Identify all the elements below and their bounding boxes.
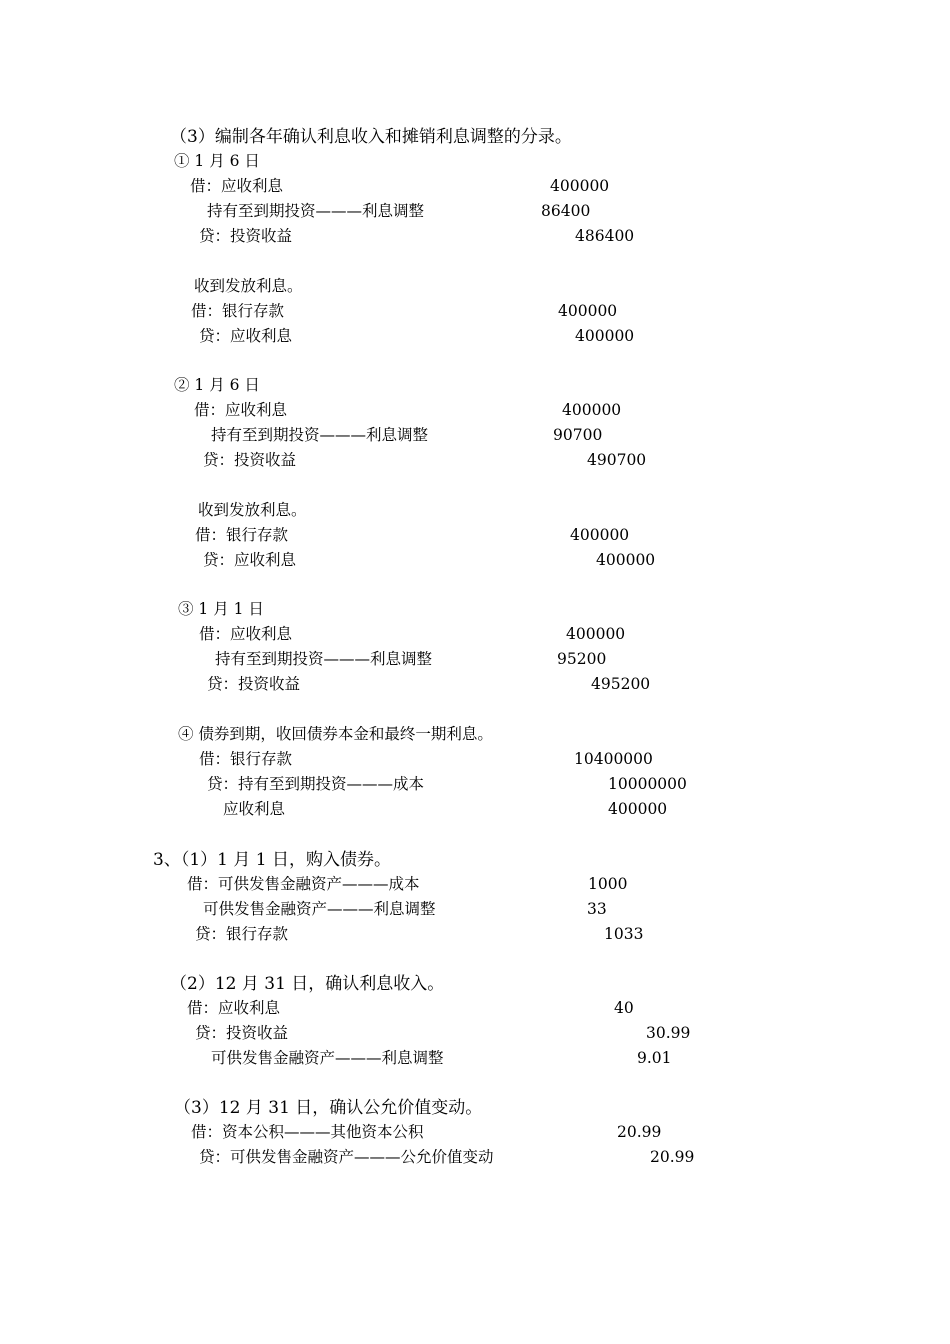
q3-part1-heading: 3、（1）1 月 1 日，购入债券。 <box>153 850 391 870</box>
entry-2-debit2-label: 持有至到期投资———利息调整 <box>211 426 429 444</box>
q3-part1-debit2-label: 可供发售金融资产———利息调整 <box>203 900 436 918</box>
entry-2-credit-label: 贷：投资收益 <box>203 451 297 469</box>
q3-part2-credit-amount: 30.99 <box>646 1024 691 1042</box>
entry-1-debit2-amount: 86400 <box>541 202 591 220</box>
entry-3-debit-label: 借：应收利息 <box>199 625 293 643</box>
entry-2-debit-label: 借：应收利息 <box>194 401 288 419</box>
q3-part1-debit2-amount: 33 <box>587 900 607 918</box>
entry-4-debit-label: 借：银行存款 <box>199 750 293 768</box>
entry-3-debit2-amount: 95200 <box>557 650 607 668</box>
entry-4-credit-amount: 10000000 <box>608 775 687 793</box>
entry-2-heading: ② 1 月 6 日 <box>174 376 260 394</box>
entry-1-receipt-note: 收到发放利息。 <box>194 277 303 295</box>
entry-3-credit-label: 贷：投资收益 <box>207 675 301 693</box>
entry-2-receipt-note: 收到发放利息。 <box>198 501 307 519</box>
entry-3-credit-amount: 495200 <box>591 675 651 693</box>
entry-3-debit2-label: 持有至到期投资———利息调整 <box>215 650 433 668</box>
q3-part3-credit-label: 贷：可供发售金融资产———公允价值变动 <box>199 1148 494 1166</box>
q3-part2-debit-amount: 40 <box>614 999 634 1017</box>
q3-part2-credit2-amount: 9.01 <box>637 1049 672 1067</box>
q3-part2-credit2-label: 可供发售金融资产———利息调整 <box>211 1049 444 1067</box>
entry-2-receipt-debit-label: 借：银行存款 <box>195 526 289 544</box>
section-heading: （3）编制各年确认利息收入和摊销利息调整的分录。 <box>170 127 572 147</box>
q3-part1-credit-amount: 1033 <box>604 925 644 943</box>
entry-2-debit-amount: 400000 <box>562 401 622 419</box>
entry-2-receipt-debit-amount: 400000 <box>570 526 630 544</box>
entry-1-receipt-credit-amount: 400000 <box>575 327 635 345</box>
entry-1-credit-amount: 486400 <box>575 227 635 245</box>
entry-3-heading: ③ 1 月 1 日 <box>178 600 264 618</box>
entry-1-heading: ① 1 月 6 日 <box>174 152 260 170</box>
q3-part1-debit-amount: 1000 <box>588 875 628 893</box>
q3-part3-heading: （3）12 月 31 日，确认公允价值变动。 <box>174 1098 483 1118</box>
entry-2-credit-amount: 490700 <box>587 451 647 469</box>
q3-part1-credit-label: 贷：银行存款 <box>195 925 289 943</box>
q3-part2-debit-label: 借：应收利息 <box>187 999 281 1017</box>
q3-part3-credit-amount: 20.99 <box>650 1148 695 1166</box>
entry-1-credit-label: 贷：投资收益 <box>199 227 293 245</box>
entry-4-debit-amount: 10400000 <box>574 750 653 768</box>
entry-2-receipt-credit-label: 贷：应收利息 <box>203 551 297 569</box>
entry-1-debit-amount: 400000 <box>550 177 610 195</box>
entry-4-credit2-label: 应收利息 <box>223 800 286 818</box>
entry-2-debit2-amount: 90700 <box>553 426 603 444</box>
q3-part2-credit-label: 贷：投资收益 <box>195 1024 289 1042</box>
entry-4-heading: ④ 债券到期，收回债券本金和最终一期利息。 <box>178 725 493 743</box>
entry-1-debit2-label: 持有至到期投资———利息调整 <box>207 202 425 220</box>
q3-part1-debit-label: 借：可供发售金融资产———成本 <box>187 875 420 893</box>
entry-4-credit-label: 贷：持有至到期投资———成本 <box>207 775 425 793</box>
q3-part2-heading: （2）12 月 31 日，确认利息收入。 <box>170 974 445 994</box>
entry-3-debit-amount: 400000 <box>566 625 626 643</box>
entry-1-receipt-debit-label: 借：银行存款 <box>191 302 285 320</box>
entry-2-receipt-credit-amount: 400000 <box>596 551 656 569</box>
entry-4-credit2-amount: 400000 <box>608 800 668 818</box>
entry-1-receipt-debit-amount: 400000 <box>558 302 618 320</box>
entry-1-debit-label: 借：应收利息 <box>190 177 284 195</box>
entry-1-receipt-credit-label: 贷：应收利息 <box>199 327 293 345</box>
q3-part3-debit-label: 借：资本公积———其他资本公积 <box>191 1123 424 1141</box>
q3-part3-debit-amount: 20.99 <box>617 1123 662 1141</box>
